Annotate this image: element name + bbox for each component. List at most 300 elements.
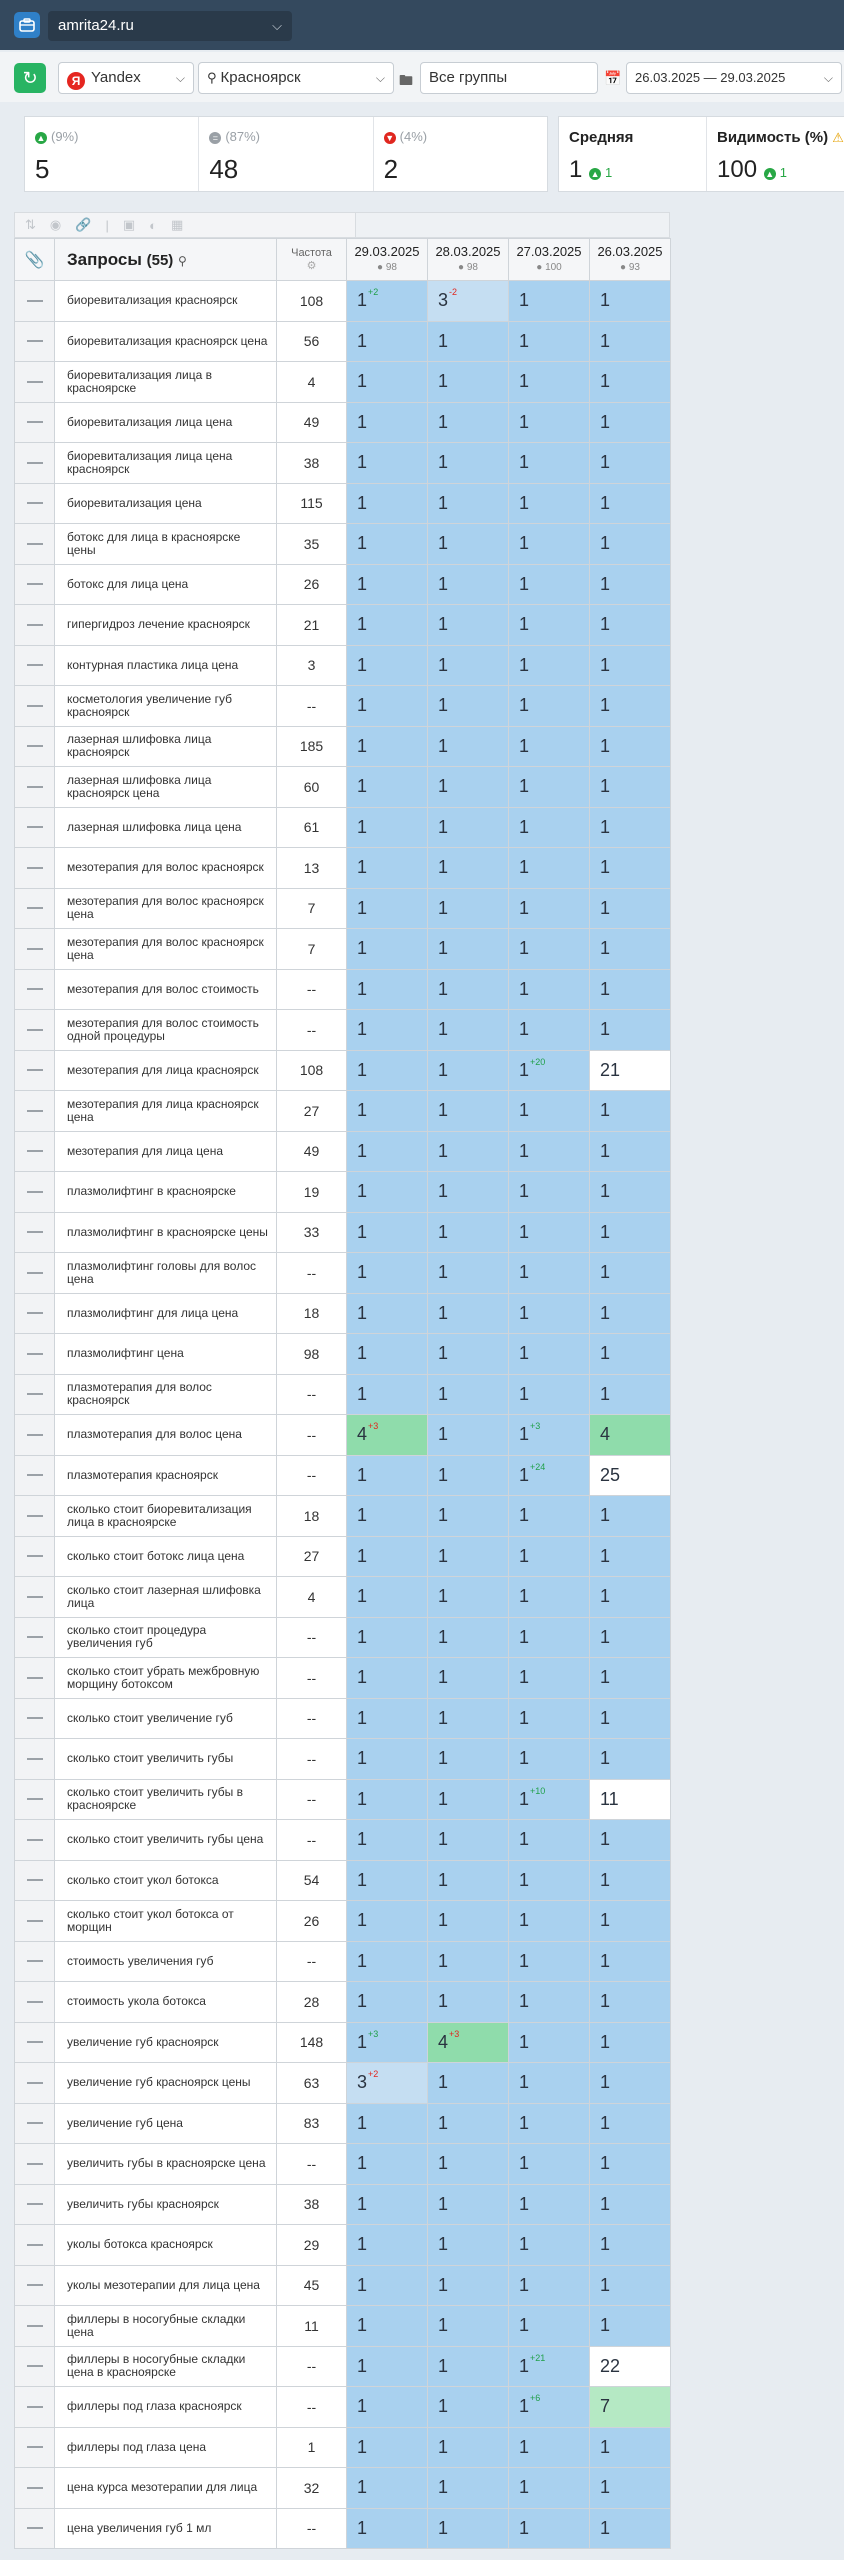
position-cell[interactable] [347, 2225, 428, 2266]
query-cell[interactable]: лазерная шлифовка лица красноярск [55, 726, 277, 767]
drag-handle[interactable] [15, 2265, 55, 2306]
query-cell[interactable]: мезотерапия для волос красноярск [55, 848, 277, 889]
position-cell[interactable] [428, 605, 509, 646]
query-cell[interactable]: стоимость увеличения губ [55, 1941, 277, 1982]
drag-handle[interactable] [15, 1820, 55, 1861]
position-cell[interactable] [590, 2184, 671, 2225]
position-cell[interactable] [590, 564, 671, 605]
table-row[interactable] [15, 1334, 671, 1375]
table-row[interactable] [15, 2144, 671, 2185]
position-cell[interactable] [509, 1658, 590, 1699]
briefcase-icon[interactable] [14, 12, 40, 38]
position-cell[interactable] [428, 2346, 509, 2387]
position-cell[interactable] [428, 1293, 509, 1334]
position-cell[interactable] [509, 848, 590, 889]
query-cell[interactable]: увеличить губы в красноярске цена [55, 2144, 277, 2185]
position-cell[interactable] [509, 1334, 590, 1375]
position-cell[interactable] [347, 807, 428, 848]
query-cell[interactable]: увеличение губ красноярск цены [55, 2063, 277, 2104]
query-cell[interactable]: мезотерапия для лица красноярск цена [55, 1091, 277, 1132]
table-row[interactable] [15, 483, 671, 524]
table-row[interactable] [15, 2306, 671, 2347]
query-cell[interactable]: гипергидроз лечение красноярск [55, 605, 277, 646]
position-cell[interactable] [509, 2144, 590, 2185]
table-row[interactable] [15, 1820, 671, 1861]
position-cell[interactable] [509, 1820, 590, 1861]
position-cell[interactable] [428, 1779, 509, 1820]
position-cell[interactable] [428, 1617, 509, 1658]
position-cell[interactable] [509, 2103, 590, 2144]
position-cell[interactable] [590, 1617, 671, 1658]
table-row[interactable] [15, 767, 671, 808]
position-cell[interactable] [590, 1941, 671, 1982]
drag-handle[interactable] [15, 929, 55, 970]
position-cell[interactable] [428, 362, 509, 403]
position-cell[interactable] [428, 848, 509, 889]
position-cell[interactable] [509, 1415, 590, 1456]
position-cell[interactable] [347, 767, 428, 808]
query-cell[interactable]: уколы мезотерапии для лица цена [55, 2265, 277, 2306]
position-cell[interactable] [428, 1374, 509, 1415]
group-select[interactable] [420, 62, 598, 94]
position-cell[interactable] [347, 2468, 428, 2509]
position-cell[interactable] [347, 362, 428, 403]
position-cell[interactable] [428, 281, 509, 322]
drag-handle[interactable] [15, 1010, 55, 1051]
position-cell[interactable] [590, 1820, 671, 1861]
query-cell[interactable]: плазмолифтинг в красноярске цены [55, 1212, 277, 1253]
position-cell[interactable] [590, 1496, 671, 1537]
position-cell[interactable] [428, 1941, 509, 1982]
table-row[interactable] [15, 2387, 671, 2428]
position-cell[interactable] [509, 2468, 590, 2509]
position-cell[interactable] [590, 1010, 671, 1051]
position-cell[interactable] [509, 807, 590, 848]
position-cell[interactable] [590, 2063, 671, 2104]
position-cell[interactable] [347, 888, 428, 929]
table-row[interactable] [15, 2022, 671, 2063]
query-cell[interactable]: мезотерапия для волос стоимость [55, 969, 277, 1010]
position-cell[interactable] [590, 2346, 671, 2387]
query-cell[interactable]: биоревитализация лица цена красноярск [55, 443, 277, 484]
position-cell[interactable] [590, 1860, 671, 1901]
position-cell[interactable] [590, 524, 671, 565]
drag-handle[interactable] [15, 1860, 55, 1901]
stat-unchanged[interactable] [199, 117, 373, 191]
position-cell[interactable] [428, 321, 509, 362]
drag-handle[interactable] [15, 1374, 55, 1415]
position-cell[interactable] [509, 1698, 590, 1739]
table-row[interactable] [15, 1901, 671, 1942]
drag-handle[interactable] [15, 1334, 55, 1375]
position-cell[interactable] [509, 1617, 590, 1658]
table-row[interactable] [15, 1658, 671, 1699]
query-cell[interactable]: биоревитализация цена [55, 483, 277, 524]
position-cell[interactable] [347, 1496, 428, 1537]
position-cell[interactable] [347, 321, 428, 362]
drag-handle[interactable] [15, 1455, 55, 1496]
query-cell[interactable]: филлеры под глаза красноярск [55, 2387, 277, 2428]
table-row[interactable] [15, 969, 671, 1010]
position-cell[interactable] [590, 1293, 671, 1334]
drag-handle[interactable] [15, 483, 55, 524]
drag-handle[interactable] [15, 281, 55, 322]
position-cell[interactable] [428, 1739, 509, 1780]
position-cell[interactable] [509, 1091, 590, 1132]
position-cell[interactable] [509, 1212, 590, 1253]
position-cell[interactable] [509, 1496, 590, 1537]
position-cell[interactable] [509, 402, 590, 443]
position-cell[interactable] [590, 483, 671, 524]
position-cell[interactable] [509, 1982, 590, 2023]
drag-handle[interactable] [15, 2508, 55, 2549]
table-row[interactable] [15, 807, 671, 848]
drag-handle[interactable] [15, 2468, 55, 2509]
drag-handle[interactable] [15, 1779, 55, 1820]
position-cell[interactable] [590, 2103, 671, 2144]
position-cell[interactable] [509, 2022, 590, 2063]
position-cell[interactable] [590, 2144, 671, 2185]
position-cell[interactable] [428, 2387, 509, 2428]
position-cell[interactable] [590, 686, 671, 727]
position-cell[interactable] [509, 767, 590, 808]
project-select[interactable] [48, 11, 292, 41]
position-cell[interactable] [590, 2427, 671, 2468]
drag-handle[interactable] [15, 1617, 55, 1658]
position-cell[interactable] [428, 2265, 509, 2306]
position-cell[interactable] [428, 2508, 509, 2549]
paperclip-icon[interactable]: 📎 [15, 239, 55, 281]
position-cell[interactable] [347, 2427, 428, 2468]
query-cell[interactable]: сколько стоит увеличить губы [55, 1739, 277, 1780]
drag-handle[interactable] [15, 2306, 55, 2347]
position-cell[interactable] [428, 483, 509, 524]
query-cell[interactable]: контурная пластика лица цена [55, 645, 277, 686]
position-cell[interactable] [509, 1131, 590, 1172]
table-row[interactable] [15, 848, 671, 889]
position-cell[interactable] [590, 1212, 671, 1253]
table-row[interactable] [15, 1698, 671, 1739]
position-cell[interactable] [590, 2022, 671, 2063]
position-cell[interactable] [347, 1941, 428, 1982]
position-cell[interactable] [347, 1334, 428, 1375]
drag-handle[interactable] [15, 1131, 55, 1172]
position-cell[interactable] [509, 1293, 590, 1334]
position-cell[interactable] [347, 1415, 428, 1456]
position-cell[interactable] [509, 969, 590, 1010]
query-cell[interactable]: плазмолифтинг цена [55, 1334, 277, 1375]
drag-handle[interactable] [15, 1739, 55, 1780]
position-cell[interactable] [509, 1172, 590, 1213]
query-cell[interactable]: увеличить губы красноярск [55, 2184, 277, 2225]
position-cell[interactable] [590, 1658, 671, 1699]
drag-handle[interactable] [15, 321, 55, 362]
table-row[interactable] [15, 2184, 671, 2225]
position-cell[interactable] [509, 483, 590, 524]
table-row[interactable] [15, 2427, 671, 2468]
engine-select[interactable] [58, 62, 194, 94]
save-icon[interactable]: ▣ [122, 217, 136, 232]
query-cell[interactable]: сколько стоит ботокс лица цена [55, 1536, 277, 1577]
stat-declined[interactable] [374, 117, 547, 191]
position-cell[interactable] [347, 1172, 428, 1213]
query-cell[interactable]: цена курса мезотерапии для лица [55, 2468, 277, 2509]
position-cell[interactable] [428, 524, 509, 565]
position-cell[interactable] [509, 2063, 590, 2104]
position-cell[interactable] [590, 767, 671, 808]
position-cell[interactable] [347, 402, 428, 443]
position-cell[interactable] [347, 2103, 428, 2144]
drag-handle[interactable] [15, 1577, 55, 1618]
position-cell[interactable] [590, 726, 671, 767]
query-cell[interactable]: биоревитализация лица цена [55, 402, 277, 443]
position-cell[interactable] [509, 929, 590, 970]
date-header[interactable] [347, 239, 428, 281]
table-row[interactable] [15, 726, 671, 767]
position-cell[interactable] [347, 524, 428, 565]
drag-handle[interactable] [15, 686, 55, 727]
table-row[interactable] [15, 645, 671, 686]
position-cell[interactable] [347, 848, 428, 889]
query-cell[interactable]: биоревитализация красноярск цена [55, 321, 277, 362]
drag-handle[interactable] [15, 1091, 55, 1132]
position-cell[interactable] [428, 1496, 509, 1537]
table-row[interactable] [15, 564, 671, 605]
position-cell[interactable] [509, 1901, 590, 1942]
drag-handle[interactable] [15, 1253, 55, 1294]
position-cell[interactable] [509, 1779, 590, 1820]
position-cell[interactable] [509, 2306, 590, 2347]
query-cell[interactable]: лазерная шлифовка лица красноярск цена [55, 767, 277, 808]
position-cell[interactable] [428, 1536, 509, 1577]
table-row[interactable] [15, 1415, 671, 1456]
position-cell[interactable] [428, 1131, 509, 1172]
position-cell[interactable] [428, 1455, 509, 1496]
position-cell[interactable] [347, 1131, 428, 1172]
position-cell[interactable] [428, 564, 509, 605]
position-cell[interactable] [428, 2184, 509, 2225]
drag-handle[interactable] [15, 524, 55, 565]
position-cell[interactable] [347, 2063, 428, 2104]
position-cell[interactable] [428, 2103, 509, 2144]
table-row[interactable] [15, 1617, 671, 1658]
position-cell[interactable] [590, 2306, 671, 2347]
position-cell[interactable] [428, 2022, 509, 2063]
queries-header[interactable] [55, 239, 277, 281]
position-cell[interactable] [347, 2387, 428, 2428]
table-row[interactable] [15, 888, 671, 929]
position-cell[interactable] [347, 929, 428, 970]
position-cell[interactable] [590, 1455, 671, 1496]
table-row[interactable] [15, 1293, 671, 1334]
table-row[interactable] [15, 1982, 671, 2023]
position-cell[interactable] [509, 1050, 590, 1091]
position-cell[interactable] [347, 2265, 428, 2306]
sort-icon[interactable]: ⇅ [25, 217, 36, 232]
query-cell[interactable]: сколько стоит процедура увеличения губ [55, 1617, 277, 1658]
position-cell[interactable] [347, 2144, 428, 2185]
position-cell[interactable] [428, 1091, 509, 1132]
position-cell[interactable] [347, 1820, 428, 1861]
position-cell[interactable] [509, 888, 590, 929]
drag-handle[interactable] [15, 2063, 55, 2104]
position-cell[interactable] [509, 726, 590, 767]
position-cell[interactable] [347, 2508, 428, 2549]
drag-handle[interactable] [15, 1172, 55, 1213]
position-cell[interactable] [590, 605, 671, 646]
table-row[interactable] [15, 1091, 671, 1132]
query-cell[interactable]: ботокс для лица в красноярске цены [55, 524, 277, 565]
drag-handle[interactable] [15, 2184, 55, 2225]
position-cell[interactable] [509, 362, 590, 403]
position-cell[interactable] [428, 1982, 509, 2023]
position-cell[interactable] [590, 362, 671, 403]
position-cell[interactable] [509, 1253, 590, 1294]
query-cell[interactable]: плазмолифтинг для лица цена [55, 1293, 277, 1334]
position-cell[interactable] [590, 848, 671, 889]
table-row[interactable] [15, 2225, 671, 2266]
query-cell[interactable]: плазмолифтинг в красноярске [55, 1172, 277, 1213]
drag-handle[interactable] [15, 362, 55, 403]
position-cell[interactable] [428, 726, 509, 767]
position-cell[interactable] [347, 1698, 428, 1739]
position-cell[interactable] [590, 1698, 671, 1739]
query-cell[interactable]: уколы ботокса красноярск [55, 2225, 277, 2266]
table-row[interactable] [15, 605, 671, 646]
query-cell[interactable]: косметология увеличение губ красноярск [55, 686, 277, 727]
drag-handle[interactable] [15, 605, 55, 646]
frequency-header[interactable] [277, 239, 347, 281]
position-cell[interactable] [347, 2184, 428, 2225]
table-row[interactable] [15, 2508, 671, 2549]
table-row[interactable] [15, 929, 671, 970]
region-select[interactable] [198, 62, 394, 94]
table-row[interactable] [15, 2103, 671, 2144]
table-row[interactable] [15, 2346, 671, 2387]
position-cell[interactable] [347, 1658, 428, 1699]
position-cell[interactable] [347, 564, 428, 605]
drag-handle[interactable] [15, 2103, 55, 2144]
query-cell[interactable]: мезотерапия для волос стоимость одной процедуры [55, 1010, 277, 1051]
position-cell[interactable] [590, 1901, 671, 1942]
position-cell[interactable] [347, 726, 428, 767]
position-cell[interactable] [590, 281, 671, 322]
position-cell[interactable] [428, 929, 509, 970]
query-cell[interactable]: сколько стоит лазерная шлифовка лица [55, 1577, 277, 1618]
position-cell[interactable] [509, 1010, 590, 1051]
position-cell[interactable] [347, 1536, 428, 1577]
position-cell[interactable] [509, 605, 590, 646]
table-row[interactable] [15, 1779, 671, 1820]
position-cell[interactable] [428, 888, 509, 929]
position-cell[interactable] [428, 1212, 509, 1253]
position-cell[interactable] [509, 1941, 590, 1982]
query-cell[interactable]: цена увеличения губ 1 мл [55, 2508, 277, 2549]
position-cell[interactable] [509, 1860, 590, 1901]
position-cell[interactable] [428, 2306, 509, 2347]
drag-handle[interactable] [15, 1658, 55, 1699]
position-cell[interactable] [590, 321, 671, 362]
position-cell[interactable] [347, 686, 428, 727]
query-cell[interactable]: биоревитализация красноярск [55, 281, 277, 322]
position-cell[interactable] [590, 1577, 671, 1618]
drag-handle[interactable] [15, 969, 55, 1010]
position-cell[interactable] [347, 969, 428, 1010]
drag-handle[interactable] [15, 1536, 55, 1577]
table-row[interactable] [15, 362, 671, 403]
position-cell[interactable] [347, 1860, 428, 1901]
query-cell[interactable]: увеличение губ красноярск [55, 2022, 277, 2063]
query-cell[interactable]: сколько стоит увеличить губы цена [55, 1820, 277, 1861]
query-cell[interactable]: плазмотерапия для волос цена [55, 1415, 277, 1456]
position-cell[interactable] [590, 2225, 671, 2266]
position-cell[interactable] [509, 1374, 590, 1415]
position-cell[interactable] [590, 1091, 671, 1132]
position-cell[interactable] [509, 645, 590, 686]
position-cell[interactable] [590, 645, 671, 686]
contrast-icon[interactable]: ◐ [149, 217, 157, 233]
position-cell[interactable] [347, 1982, 428, 2023]
position-cell[interactable] [428, 1820, 509, 1861]
query-cell[interactable]: филлеры в носогубные складки цена [55, 2306, 277, 2347]
drag-handle[interactable] [15, 564, 55, 605]
position-cell[interactable] [428, 807, 509, 848]
table-row[interactable] [15, 1941, 671, 1982]
position-cell[interactable] [347, 1779, 428, 1820]
table-row[interactable] [15, 1860, 671, 1901]
table-row[interactable] [15, 1212, 671, 1253]
drag-handle[interactable] [15, 2144, 55, 2185]
query-cell[interactable]: стоимость укола ботокса [55, 1982, 277, 2023]
position-cell[interactable] [347, 1617, 428, 1658]
position-cell[interactable] [509, 2184, 590, 2225]
stat-improved[interactable] [25, 117, 199, 191]
position-cell[interactable] [509, 524, 590, 565]
eye-icon[interactable]: ◉ [49, 217, 62, 232]
drag-handle[interactable] [15, 645, 55, 686]
table-row[interactable] [15, 1496, 671, 1537]
drag-handle[interactable] [15, 807, 55, 848]
table-row[interactable] [15, 1739, 671, 1780]
drag-handle[interactable] [15, 1415, 55, 1456]
position-cell[interactable] [428, 1658, 509, 1699]
position-cell[interactable] [590, 1779, 671, 1820]
link-icon[interactable]: 🔗 [75, 217, 92, 232]
drag-handle[interactable] [15, 2387, 55, 2428]
query-cell[interactable]: увеличение губ цена [55, 2103, 277, 2144]
position-cell[interactable] [347, 1253, 428, 1294]
position-cell[interactable] [347, 2022, 428, 2063]
table-row[interactable] [15, 402, 671, 443]
position-cell[interactable] [428, 1172, 509, 1213]
query-cell[interactable]: мезотерапия для лица цена [55, 1131, 277, 1172]
position-cell[interactable] [347, 2346, 428, 2387]
table-row[interactable] [15, 524, 671, 565]
position-cell[interactable] [347, 1739, 428, 1780]
position-cell[interactable] [347, 1010, 428, 1051]
table-row[interactable] [15, 1536, 671, 1577]
position-cell[interactable] [428, 2427, 509, 2468]
drag-handle[interactable] [15, 848, 55, 889]
position-cell[interactable] [590, 807, 671, 848]
position-cell[interactable] [590, 888, 671, 929]
refresh-button[interactable] [14, 63, 46, 93]
table-row[interactable] [15, 2468, 671, 2509]
position-cell[interactable] [428, 1901, 509, 1942]
position-cell[interactable] [428, 767, 509, 808]
position-cell[interactable] [509, 2265, 590, 2306]
position-cell[interactable] [509, 2225, 590, 2266]
